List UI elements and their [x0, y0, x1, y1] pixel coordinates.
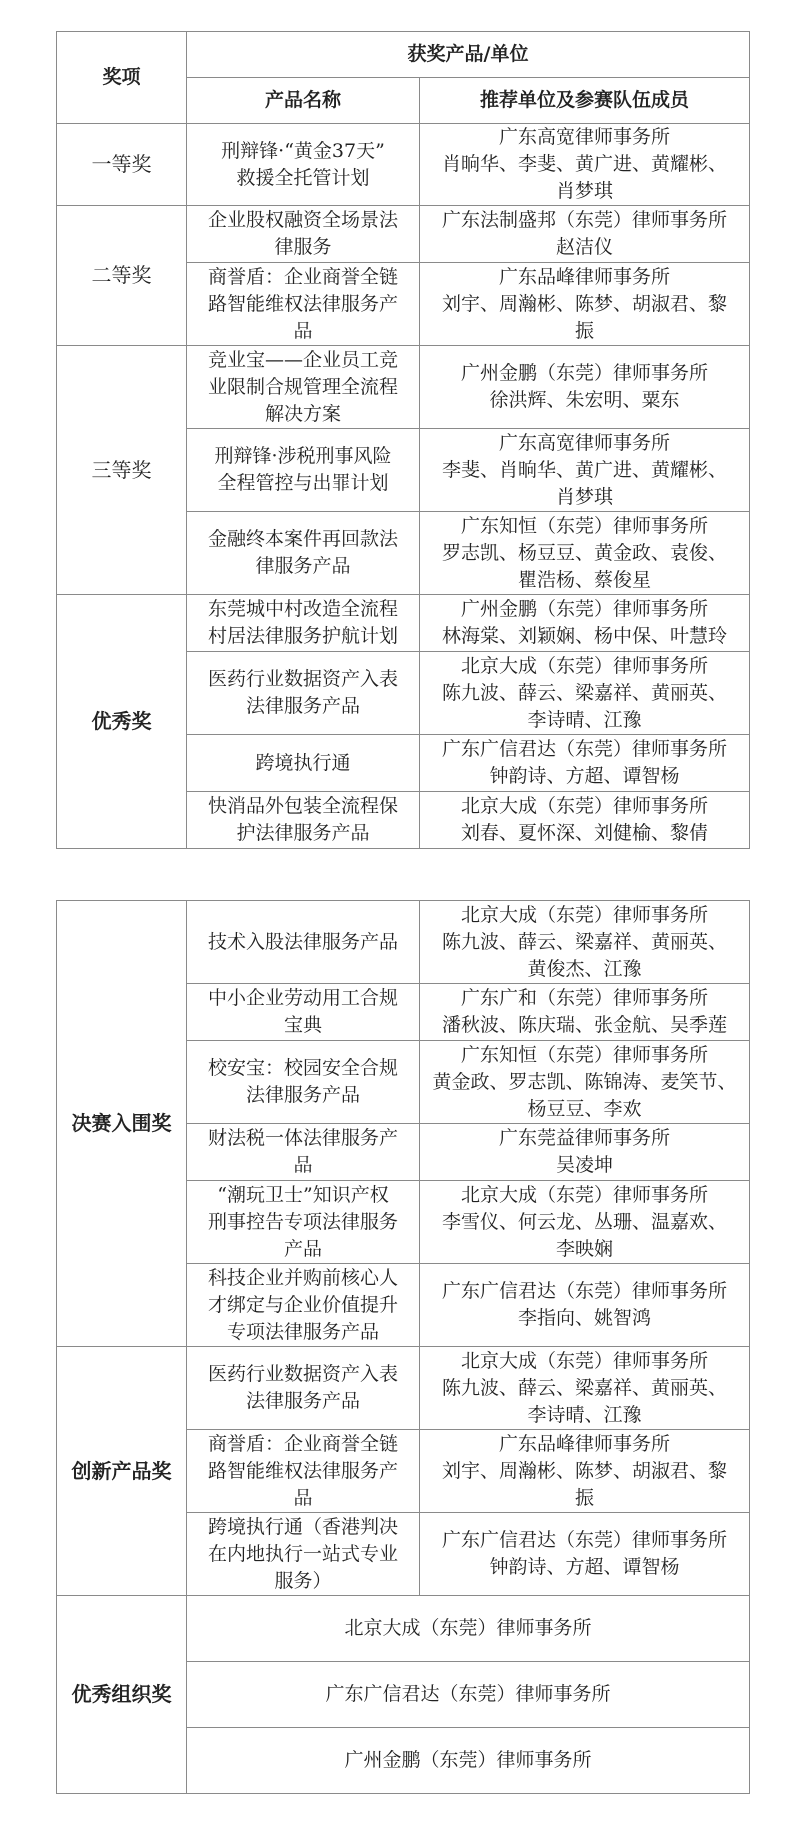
product-name-cell: 刑辩锋·“黄金37天” 救援全托管计划	[187, 124, 420, 206]
product-name-cell: 商誉盾：企业商誉全链 路智能维权法律服务产 品	[187, 1430, 420, 1513]
award-organization: 优秀组织奖	[57, 1596, 187, 1794]
table-row	[57, 1596, 750, 1662]
product-name-cell: “潮玩卫士”知识产权 刑事控告专项法律服务 产品	[187, 1181, 420, 1264]
team-cell: 北京大成（东莞）律师事务所 陈九波、薛云、梁嘉祥、黄丽英、 李诗晴、江豫	[420, 652, 750, 735]
product-name-cell: 商誉盾：企业商誉全链 路智能维权法律服务产 品	[187, 263, 420, 346]
product-name-cell: 跨境执行通	[187, 735, 420, 792]
product-name-cell: 医药行业数据资产入表 法律服务产品	[187, 652, 420, 735]
organization-unit: 广州金鹏（东莞）律师事务所	[187, 1728, 750, 1794]
award-excellent: 优秀奖	[57, 595, 187, 849]
award-third: 三等奖	[57, 346, 187, 595]
award-innovation: 创新产品奖	[57, 1347, 187, 1596]
product-name-cell: 刑辩锋·涉税刑事风险 全程管控与出罪计划	[187, 429, 420, 512]
team-cell: 广东广信君达（东莞）律师事务所 钟韵诗、方超、谭智杨	[420, 1513, 750, 1596]
product-name-cell: 快消品外包装全流程保 护法律服务产品	[187, 792, 420, 849]
product-name-cell: 医药行业数据资产入表 法律服务产品	[187, 1347, 420, 1430]
product-name-cell: 跨境执行通（香港判决 在内地执行一站式专业 服务）	[187, 1513, 420, 1596]
table-row	[57, 1347, 750, 1430]
group-header: 获奖产品/单位	[187, 32, 750, 78]
team-cell: 北京大成（东莞）律师事务所 陈九波、薛云、梁嘉祥、黄丽英、 黄俊杰、江豫	[420, 901, 750, 984]
team-cell: 广东广和（东莞）律师事务所 潘秋波、陈庆瑞、张金航、吴季莲	[420, 984, 750, 1041]
team-cell: 广东法制盛邦（东莞）律师事务所 赵洁仪	[420, 206, 750, 263]
organization-unit: 广东广信君达（东莞）律师事务所	[187, 1662, 750, 1728]
product-name-cell: 财法税一体法律服务产 品	[187, 1124, 420, 1181]
product-name-cell: 校安宝：校园安全合规 法律服务产品	[187, 1041, 420, 1124]
team-cell: 北京大成（东莞）律师事务所 刘春、夏怀深、刘健榆、黎倩	[420, 792, 750, 849]
product-name-cell: 东莞城中村改造全流程 村居法律服务护航计划	[187, 595, 420, 652]
awards-table-part-1	[56, 31, 750, 849]
table-row	[57, 124, 750, 206]
team-cell: 广东广信君达（东莞）律师事务所 钟韵诗、方超、谭智杨	[420, 735, 750, 792]
team-cell: 广州金鹏（东莞）律师事务所 徐洪辉、朱宏明、粟东	[420, 346, 750, 429]
product-name-cell: 金融终本案件再回款法 律服务产品	[187, 512, 420, 595]
product-name-cell: 技术入股法律服务产品	[187, 901, 420, 984]
team-cell: 广东品峰律师事务所 刘宇、周瀚彬、陈梦、胡淑君、黎 振	[420, 1430, 750, 1513]
team-cell: 广东品峰律师事务所 刘宇、周瀚彬、陈梦、胡淑君、黎 振	[420, 263, 750, 346]
product-name-cell: 竞业宝——企业员工竞 业限制合规管理全流程 解决方案	[187, 346, 420, 429]
product-name-cell: 科技企业并购前核心人 才绑定与企业价值提升 专项法律服务产品	[187, 1264, 420, 1347]
team-cell: 北京大成（东莞）律师事务所 陈九波、薛云、梁嘉祥、黄丽英、 李诗晴、江豫	[420, 1347, 750, 1430]
team-cell: 北京大成（东莞）律师事务所 李雪仪、何云龙、丛珊、温嘉欢、 李映娴	[420, 1181, 750, 1264]
team-cell: 广东知恒（东莞）律师事务所 罗志凯、杨豆豆、黄金政、袁俊、 瞿浩杨、蔡俊星	[420, 512, 750, 595]
table-row	[57, 206, 750, 263]
team-cell: 广东知恒（东莞）律师事务所 黄金政、罗志凯、陈锦涛、麦笑节、 杨豆豆、李欢	[420, 1041, 750, 1124]
header-row-1	[57, 32, 750, 78]
team-header: 推荐单位及参赛队伍成员	[420, 78, 750, 124]
product-name-cell: 企业股权融资全场景法 律服务	[187, 206, 420, 263]
team-cell: 广东高宽律师事务所 肖晌华、李斐、黄广进、黄耀彬、 肖梦琪	[420, 124, 750, 206]
team-cell: 广东高宽律师事务所 李斐、肖晌华、黄广进、黄耀彬、 肖梦琪	[420, 429, 750, 512]
product-name-cell: 中小企业劳动用工合规 宝典	[187, 984, 420, 1041]
table-row	[57, 346, 750, 429]
award-finalist: 决赛入围奖	[57, 901, 187, 1347]
organization-unit: 北京大成（东莞）律师事务所	[187, 1596, 750, 1662]
awards-table-part-2	[56, 900, 750, 1794]
team-cell: 广东莞益律师事务所 吴凌坤	[420, 1124, 750, 1181]
table-row	[57, 901, 750, 984]
award-second: 二等奖	[57, 206, 187, 346]
award-first: 一等奖	[57, 124, 187, 206]
team-cell: 广州金鹏（东莞）律师事务所 林海棠、刘颖娴、杨中保、叶慧玲	[420, 595, 750, 652]
product-header: 产品名称	[187, 78, 420, 124]
team-cell: 广东广信君达（东莞）律师事务所 李指向、姚智鸿	[420, 1264, 750, 1347]
award-header: 奖项	[57, 32, 187, 124]
table-row	[57, 595, 750, 652]
